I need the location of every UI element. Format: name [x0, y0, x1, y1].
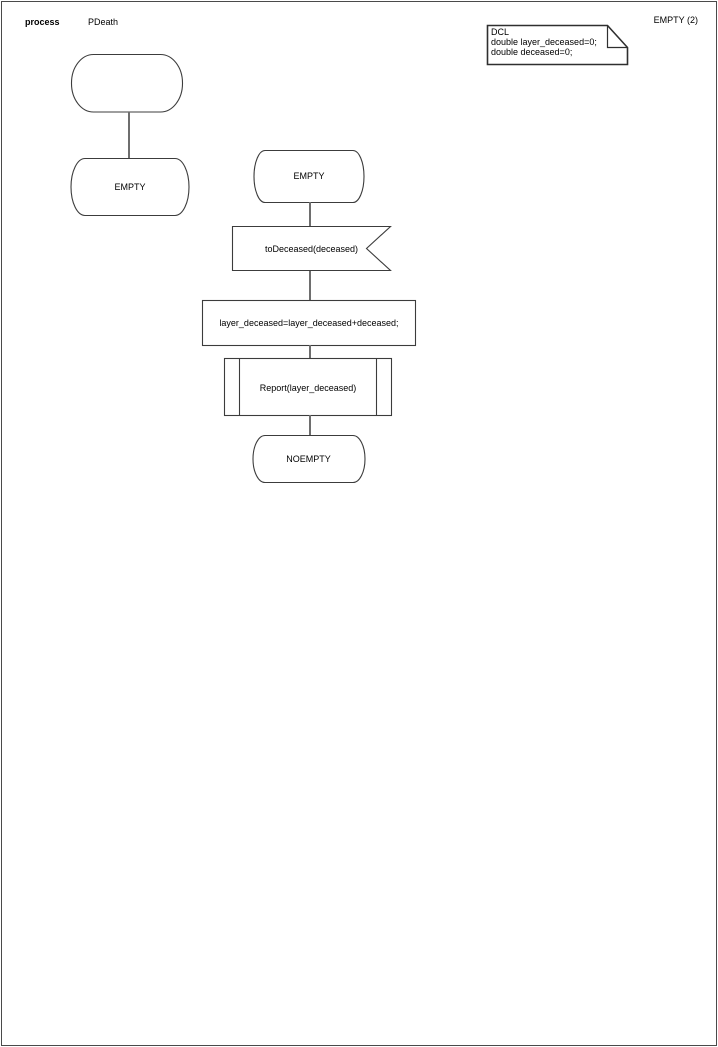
- declaration-text: [491, 27, 623, 57]
- state-symbol-empty-left[interactable]: [71, 159, 189, 216]
- process-keyword-label: process: [25, 17, 60, 27]
- state-empty-top-label: EMPTY: [293, 171, 325, 181]
- state-empty-left-label: EMPTY: [114, 181, 146, 192]
- task-symbol[interactable]: [203, 301, 416, 346]
- input-signal-label: toDeceased(deceased): [264, 243, 359, 254]
- state-noempty-label: NOEMPTY: [286, 454, 331, 464]
- task-label: layer_deceased=layer_deceased+deceased;: [219, 318, 399, 328]
- page-number-label: EMPTY (2): [653, 15, 698, 25]
- procedure-call-label: Report(layer_deceased): [259, 382, 357, 393]
- declaration-line-3: double deceased=0;: [491, 47, 573, 57]
- declaration-line-2: double layer_deceased=0;: [491, 37, 597, 47]
- procedure-call-symbol[interactable]: [225, 359, 392, 416]
- state-symbol-noempty[interactable]: [253, 436, 365, 483]
- declaration-line-1: DCL: [491, 27, 510, 37]
- state-symbol-empty-top[interactable]: [254, 151, 364, 203]
- process-name-label: PDeath: [88, 17, 119, 27]
- start-symbol[interactable]: [72, 55, 183, 113]
- input-signal-symbol[interactable]: [233, 227, 391, 271]
